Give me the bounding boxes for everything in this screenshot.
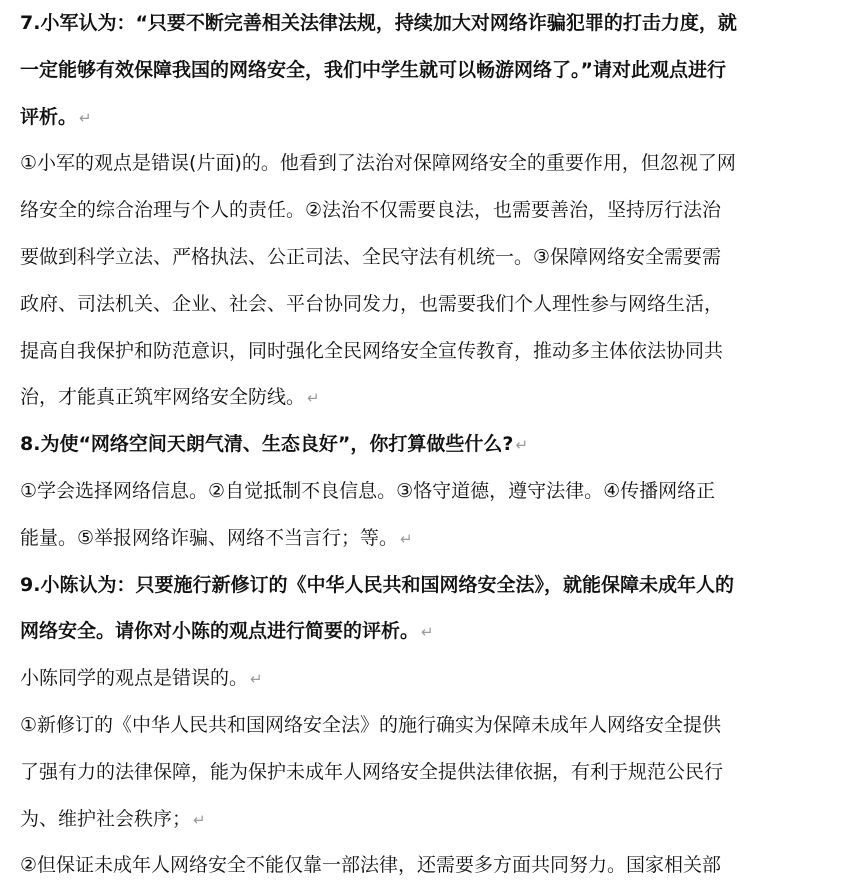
line-text: 8.为使“网络空间天朗气清、生态良好”，你打算做些什么? bbox=[20, 433, 514, 456]
question-7-line-3 bbox=[20, 94, 835, 141]
line-text: 政府、司法机关、企业、社会、平台协同发力，也需要我们个人理性参与网络生活， bbox=[20, 292, 724, 315]
answer-9-line-3 bbox=[20, 796, 835, 843]
paragraph-mark-icon: ↵ bbox=[515, 436, 529, 455]
line-text: 要做到科学立法、严格执法、公正司法、全民守法有机统一。③保障网络安全需要需 bbox=[20, 245, 722, 268]
question-9-line-1 bbox=[20, 562, 835, 609]
line-text: 治，才能真正筑牢网络安全防线。 bbox=[20, 386, 306, 409]
line-text: ①小军的观点是错误(片面)的。他看到了法治对保障网络安全的重要作用，但忽视了网 bbox=[20, 152, 736, 175]
paragraph-mark-icon: ↵ bbox=[79, 108, 92, 127]
question-8-line-1 bbox=[20, 421, 835, 468]
answer-9-intro bbox=[20, 655, 835, 702]
answer-7-line-4 bbox=[20, 281, 835, 328]
question-7-line-1 bbox=[20, 0, 835, 47]
answer-7-line-5 bbox=[20, 328, 835, 375]
line-text: ②但保证未成年人网络安全不能仅靠一部法律，还需要多方面共同努力。国家相关部 bbox=[20, 854, 722, 877]
line-text: ①学会选择网络信息。②自觉抵制不良信息。③恪守道德，遵守法律。④传播网络正 bbox=[20, 479, 716, 502]
answer-8-line-2 bbox=[20, 515, 835, 562]
line-text: 为、维护社会秩序； bbox=[20, 807, 192, 830]
answer-7-line-3 bbox=[20, 234, 835, 281]
document-body bbox=[20, 0, 835, 889]
paragraph-mark-icon: ↵ bbox=[400, 529, 413, 548]
line-text: 一定能够有效保障我国的网络安全，我们中学生就可以畅游网络了。”请对此观点进行 bbox=[20, 58, 726, 81]
answer-8-line-1 bbox=[20, 468, 835, 515]
line-text: 小陈同学的观点是错误的。 bbox=[20, 667, 249, 690]
paragraph-mark-icon: ↵ bbox=[307, 389, 320, 408]
line-text: 7.小军认为：“只要不断完善相关法律法规，持续加大对网络诈骗犯罪的打击力度，就 bbox=[20, 12, 737, 34]
answer-9-line-4 bbox=[20, 842, 835, 889]
paragraph-mark-icon: ↵ bbox=[250, 670, 263, 689]
line-text: 能量。⑤举报网络诈骗、网络不当言行；等。 bbox=[20, 526, 399, 549]
paragraph-mark-icon: ↵ bbox=[193, 810, 206, 829]
line-text: 评析。 bbox=[20, 105, 78, 128]
answer-7-line-1 bbox=[20, 140, 835, 187]
answer-7-line-6 bbox=[20, 374, 835, 421]
line-text: 提高自我保护和防范意识，同时强化全民网络安全宣传教育，推动多主体依法协同共 bbox=[20, 339, 724, 362]
answer-7-line-2 bbox=[20, 187, 835, 234]
line-text: 网络安全。请你对小陈的观点进行简要的评析。 bbox=[20, 620, 420, 643]
answer-9-line-2 bbox=[20, 749, 835, 796]
line-text: 络安全的综合治理与个人的责任。②法治不仅需要良法，也需要善治，坚持厉行法治 bbox=[20, 199, 722, 222]
line-text: 9.小陈认为：只要施行新修订的《中华人民共和国网络安全法》，就能保障未成年人的 bbox=[20, 573, 734, 596]
line-text: 了强有力的法律保障，能为保护未成年人网络安全提供法律依据，有利于规范公民行 bbox=[20, 760, 724, 783]
answer-9-line-1 bbox=[20, 702, 835, 749]
question-9-line-2 bbox=[20, 608, 835, 655]
line-text: ①新修订的《中华人民共和国网络安全法》的施行确实为保障未成年人网络安全提供 bbox=[20, 713, 722, 736]
paragraph-mark-icon: ↵ bbox=[421, 623, 434, 642]
question-7-line-2 bbox=[20, 47, 835, 94]
